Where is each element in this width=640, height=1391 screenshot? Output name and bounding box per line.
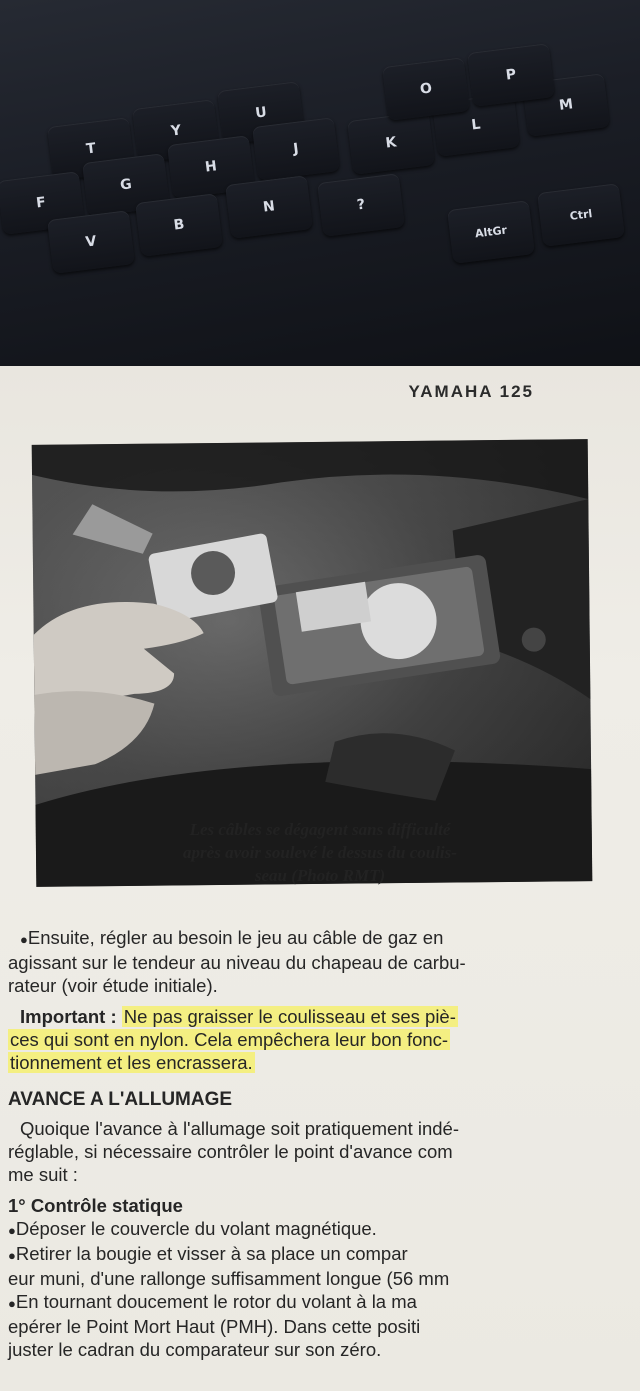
key-altgr: AltGr — [447, 200, 535, 264]
highlighted-text: Ne pas graisser le coulisseau et ses piè- — [123, 1006, 456, 1027]
step-line: eur muni, d'une rallonge suffisamment longue (56 mm — [8, 1268, 450, 1289]
paragraph-line: Quoique l'avance à l'allumage soit pratiquement indé- — [20, 1118, 459, 1139]
paragraph-line: agissant sur le tendeur au niveau du chapeau de carbu- — [8, 952, 466, 973]
key-p: P — [467, 43, 555, 107]
step-line: juster le cadran du comparateur sur son zéro. — [8, 1339, 382, 1360]
important-line — [8, 1005, 640, 1028]
caption-line: après avoir soulevé le dessus du coulis- — [183, 843, 457, 862]
important-line — [8, 1028, 640, 1051]
key-y: Y — [132, 99, 220, 163]
highlighted-text: ces qui sont en nylon. Cela empêchera leur bon fonc- — [10, 1029, 449, 1050]
key-f: F — [0, 171, 85, 235]
key-question: ? — [317, 173, 405, 237]
step-line: ● En tournant doucement le rotor du volant à la ma — [8, 1290, 640, 1315]
key-u: U — [217, 81, 305, 145]
page-header: YAMAHA 125 — [408, 382, 534, 401]
key-n: N — [225, 175, 313, 239]
highlighted-text: tionnement et les encrassera. — [10, 1052, 253, 1073]
paragraph-line: réglable, si nécessaire contrôler le point d'avance com — [8, 1141, 453, 1162]
book-page — [0, 366, 640, 1391]
key-ctrl: Ctrl — [537, 183, 625, 247]
photo-caption — [110, 818, 530, 887]
step-line: ● Retirer la bougie et visser à sa place un compar — [8, 1242, 640, 1267]
key-t: T — [47, 117, 135, 181]
paragraph-line: ● Ensuite, régler au besoin le jeu au câble de gaz en — [8, 926, 640, 951]
important-label: Important : — [20, 1006, 117, 1027]
keyboard-background — [0, 0, 640, 370]
caption-line: seau (Photo RMT) — [254, 866, 386, 885]
key-b: B — [135, 193, 223, 257]
key-o: O — [382, 57, 470, 121]
key-h: H — [167, 135, 255, 199]
page-body — [8, 926, 640, 1361]
key-g: G — [82, 153, 170, 217]
key-j: J — [252, 117, 340, 181]
key-k: K — [347, 111, 435, 175]
paragraph-line: me suit : — [8, 1164, 78, 1185]
subsection-title: 1° Contrôle statique — [8, 1195, 183, 1216]
caption-line: Les câbles se dégagent sans difficulté — [189, 820, 451, 839]
key-m: M — [522, 73, 610, 137]
paragraph-line: rateur (voir étude initiale). — [8, 975, 218, 996]
step-line: ● Déposer le couvercle du volant magnétique. — [8, 1217, 640, 1242]
section-title: AVANCE A L'ALLUMAGE — [8, 1089, 233, 1110]
step-line: epérer le Point Mort Haut (PMH). Dans cette positi — [8, 1316, 421, 1337]
important-line — [8, 1051, 640, 1074]
key-l: L — [432, 93, 520, 157]
key-v: V — [47, 210, 135, 274]
